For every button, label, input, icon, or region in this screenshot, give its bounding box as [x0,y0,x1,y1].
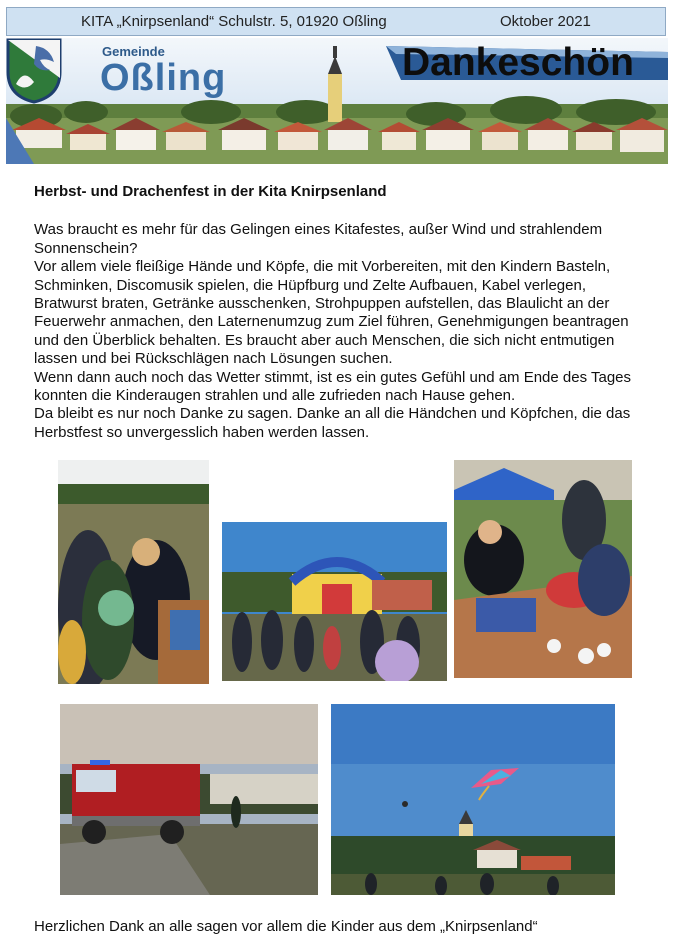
photo-bouncy-castle [222,522,447,681]
article-heading: Herbst- und Drachenfest in der Kita Knirpsenland [34,183,387,200]
article-paragraph: Da bleibt es nur noch Danke zu sagen. Danke an all die Händchen und Köpfchen, die das Herbstfest so unvergesslich haben werden lassen. [34,405,631,441]
issue-date: Oktober 2021 [500,13,591,30]
photo-craft-table [454,460,632,678]
article-paragraph: Wenn dann auch noch das Wetter stimmt, ist es ein gutes Gefühl und am Ende des Tages konnten die Kinderaugen strahlen und alle zufrieden nach Hause gehen. [34,368,632,405]
article-paragraph: Was braucht es mehr für das Gelingen eines Kitafestes, außer Wind und strahlendem Sonnenschein? [34,221,603,257]
coat-of-arms-icon [6,38,62,104]
municipality-label: Gemeinde [102,44,165,59]
article-paragraph: Vor allem viele fleißige Hände und Köpfe, die mit Vorbereiten, mit den Kindern Basteln, Schminken, Discomusik spielen, die Hüpfburg und Zelte Aufbauen, Kabel verlegen, Bratwurst braten, Getränke ausschenken, Strohpuppen aufstellen, das Blaulicht an der Feuerwehr anmachen, den Laternenumzug zum Ziel führen, Genehmigungen beantragen und den Überblick behalten. Es braucht aber auch Menschen, die sich nicht entmutigen lassen und bei Rückschlägen nach Lösungen suchen. [34,258,629,368]
photo-face-painting [58,460,209,684]
kita-address: KITA „Knirpsenland“ Schulstr. 5, 01920 Oßling [81,13,387,30]
page-title: Dankeschön [402,41,634,84]
article [34,183,644,442]
header-bar [6,7,666,36]
photo-fire-truck [60,704,318,895]
closing-thanks: Herzlichen Dank an alle sagen vor allem die Kinder aus dem „Knirpsenland“ [34,918,538,935]
photo-kite-sky [331,704,615,895]
municipality-name: Oßling [100,57,227,99]
municipality-banner [6,38,668,164]
